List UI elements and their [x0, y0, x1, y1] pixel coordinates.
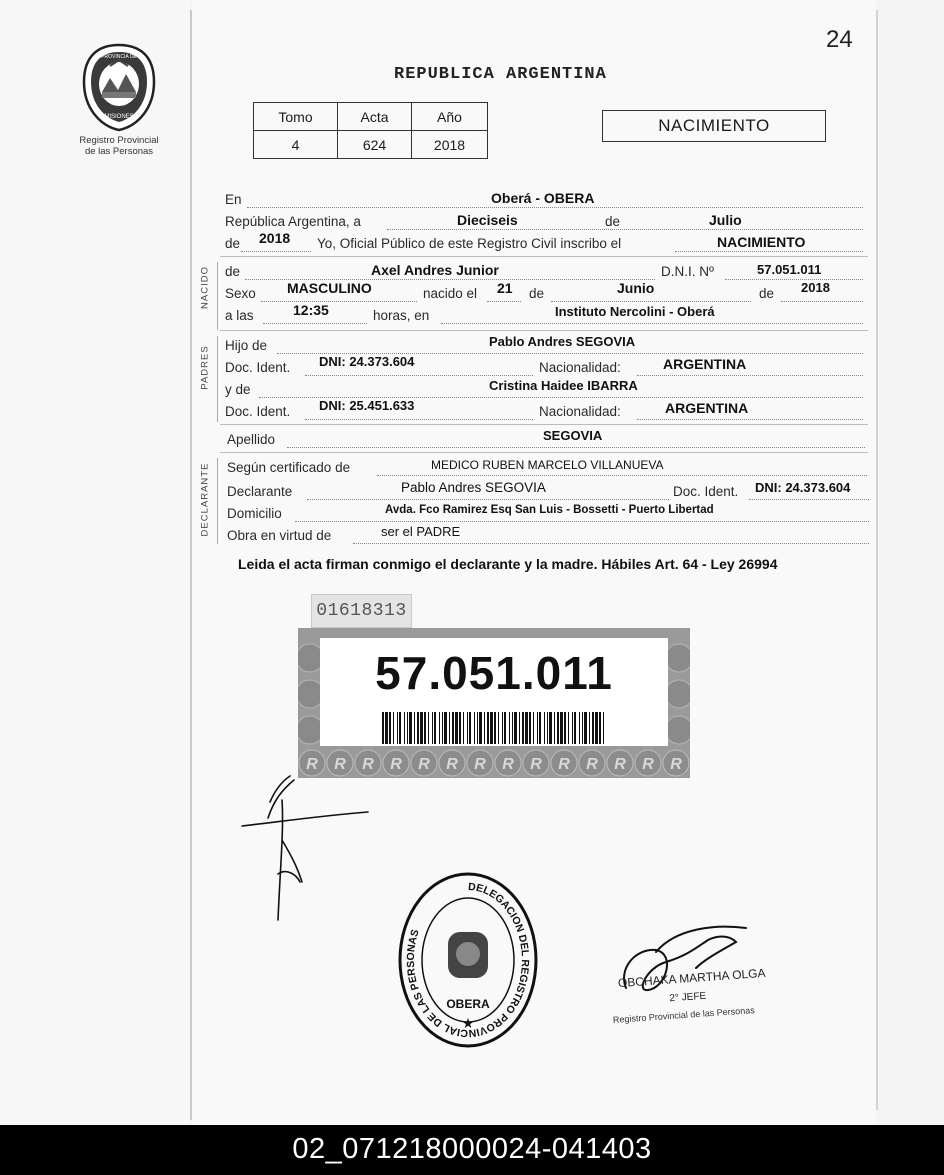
serial-number: 01618313: [311, 594, 412, 628]
father-doc-value: DNI: 24.373.604: [319, 354, 415, 369]
dotted-rule: [749, 499, 869, 500]
dni-sticker: [298, 628, 690, 778]
page-number: 24: [826, 26, 853, 53]
dni-label-panel: [320, 638, 668, 746]
svg-text:R: R: [306, 756, 318, 773]
registry-caption-line-2: de las Personas: [84, 146, 154, 157]
act-type-value: NACIMIENTO: [717, 234, 806, 250]
dotted-rule: [637, 375, 863, 376]
dotted-rule: [487, 301, 521, 302]
sexo-label: Sexo: [225, 286, 256, 301]
de-label: de: [225, 264, 241, 279]
mother-doc-value: DNI: 25.451.633: [319, 398, 415, 413]
place-value: Oberá - OBERA: [491, 190, 595, 206]
dotted-rule: [261, 301, 417, 302]
anio-header: Año: [412, 103, 488, 131]
section-divider: [220, 424, 868, 425]
svg-text:R: R: [334, 756, 346, 773]
section-bar: [217, 336, 218, 422]
padres-line-mother: [225, 380, 865, 400]
child-name-value: Axel Andres Junior: [371, 262, 499, 278]
intro-line-oficial: [225, 230, 865, 254]
republica-label: República Argentina, a: [225, 214, 361, 229]
section-bar: [217, 262, 218, 330]
dotted-rule: [305, 419, 533, 420]
dotted-rule: [387, 229, 863, 230]
de-label: de: [605, 214, 621, 229]
nacionalidad-label: Nacionalidad:: [539, 360, 621, 375]
doc-ident-label: Doc. Ident.: [225, 404, 291, 419]
dni-large-number: 57.051.011: [375, 647, 613, 699]
official-stamp-icon: [396, 870, 540, 1050]
de-label: de: [225, 236, 241, 251]
dotted-rule: [637, 419, 863, 420]
birth-place-value: Instituto Nercolini - Oberá: [555, 304, 715, 319]
footer-filename: 02_071218000024-041403: [292, 1133, 652, 1165]
anio-value: 2018: [412, 131, 488, 159]
nacido-section-label: NACIDO: [199, 266, 211, 309]
domicilio-value: Avda. Fco Ramirez Esq San Luis - Bossetti - Puerto Libertad: [385, 504, 714, 516]
cert-label: Según certificado de: [227, 460, 351, 475]
declarante-line-name: [225, 482, 871, 502]
official-name: OBCHAKA MARTHA OLGA: [617, 965, 766, 991]
mother-nationality-value: ARGENTINA: [665, 400, 749, 416]
padres-line-mother-doc: [225, 398, 865, 422]
stamp-city: OBERA: [446, 997, 490, 1011]
dotted-rule: [241, 251, 311, 252]
child-dni-value: 57.051.011: [757, 262, 822, 277]
sexo-value: MASCULINO: [287, 280, 372, 296]
dotted-rule: [307, 499, 669, 500]
dni-label: D.N.I. Nº: [661, 264, 714, 279]
registry-caption: [68, 135, 170, 157]
dotted-rule: [675, 251, 863, 252]
father-nationality-value: ARGENTINA: [663, 356, 747, 372]
left-margin: [0, 0, 190, 1125]
declarant-signature-icon: [238, 770, 378, 930]
nacido-line-sex: [225, 280, 865, 304]
svg-text:R: R: [586, 756, 598, 773]
dotted-rule: [305, 375, 533, 376]
nacido-el-label: nacido el: [423, 286, 478, 301]
intro-line-en: [225, 190, 865, 210]
volume-table: [253, 102, 488, 159]
declarante-value: Pablo Andres SEGOVIA: [401, 480, 546, 495]
stamp-star: ★: [461, 1015, 475, 1031]
obra-label: Obra en virtud de: [227, 528, 332, 543]
oficial-text: Yo, Oficial Público de este Registro Civil inscribo el: [317, 236, 622, 251]
birth-day-value: 21: [497, 280, 513, 296]
stamp-ring-text: DELEGACION DEL REGISTRO PROVINCIAL DE LAS PERSONAS: [404, 880, 532, 1040]
document-title: REPUBLICA ARGENTINA: [394, 65, 607, 84]
svg-text:R: R: [530, 756, 542, 773]
svg-text:R: R: [502, 756, 514, 773]
father-name-value: Pablo Andres SEGOVIA: [489, 334, 636, 349]
official-office: Registro Provincial de las Personas: [612, 1005, 756, 1025]
svg-text:R: R: [390, 756, 402, 773]
section-divider: [220, 330, 868, 331]
dotted-rule: [377, 475, 867, 476]
barcode-icon: [382, 712, 606, 744]
declarante-label: Declarante: [227, 484, 293, 499]
domicilio-label: Domicilio: [227, 506, 282, 521]
tomo-header: Tomo: [254, 103, 338, 131]
dotted-rule: [263, 323, 367, 324]
dotted-rule: [441, 323, 863, 324]
de-label: de: [529, 286, 545, 301]
mother-name-value: Cristina Haidee IBARRA: [489, 378, 638, 393]
section-bar: [217, 458, 218, 544]
svg-text:R: R: [558, 756, 570, 773]
declarante-section-label: DECLARANTE: [199, 462, 211, 537]
doc-ident-label: Doc. Ident.: [225, 360, 291, 375]
hijo-de-label: Hijo de: [225, 338, 268, 353]
nacido-line-time: [225, 302, 865, 326]
doc-ident-label: Doc. Ident.: [673, 484, 739, 499]
svg-text:R: R: [446, 756, 458, 773]
horas-label: horas, en: [373, 308, 430, 323]
padres-section-label: PADRES: [199, 345, 211, 390]
svg-text:R: R: [362, 756, 374, 773]
birth-time-value: 12:35: [293, 302, 329, 318]
registry-logo-icon: [80, 42, 158, 132]
day-text-value: Dieciseis: [457, 212, 518, 228]
obra-value: ser el PADRE: [381, 524, 461, 539]
official-signature-block: [596, 918, 786, 1028]
intro-line-date: [225, 212, 865, 232]
birth-year-value: 2018: [801, 280, 830, 295]
apellido-label: Apellido: [227, 432, 276, 447]
month-text-value: Julio: [709, 212, 742, 228]
dotted-rule: [353, 543, 869, 544]
nacido-line-name: [225, 262, 865, 282]
year-value: 2018: [259, 230, 291, 246]
registry-caption-line-1: Registro Provincial: [79, 135, 159, 146]
section-divider: [220, 256, 868, 257]
declarante-line-address: [225, 504, 871, 524]
svg-text:R: R: [670, 756, 682, 773]
dotted-rule: [295, 521, 869, 522]
dotted-rule: [781, 301, 863, 302]
act-type-box: NACIMIENTO: [602, 110, 826, 142]
de-label: de: [759, 286, 775, 301]
nacionalidad-label: Nacionalidad:: [539, 404, 621, 419]
svg-text:R: R: [474, 756, 486, 773]
padres-line-father-doc: [225, 354, 865, 378]
declarante-line-cert: [225, 458, 869, 478]
a-las-label: a las: [225, 308, 254, 323]
apellido-value: SEGOVIA: [543, 428, 603, 443]
logo-bottom-text: MISIONES: [104, 114, 134, 120]
tomo-value: 4: [254, 131, 338, 159]
svg-text:R: R: [642, 756, 654, 773]
official-role: 2° JEFE: [669, 990, 707, 1005]
birth-month-value: Junio: [617, 280, 655, 296]
acta-header: Acta: [338, 103, 412, 131]
dotted-rule: [725, 279, 863, 280]
padres-line-father: [225, 336, 865, 356]
svg-text:R: R: [418, 756, 430, 773]
acta-value: 624: [338, 131, 412, 159]
dotted-rule: [247, 207, 863, 208]
closing-statement: Leida el acta firman conmigo el declarante y la madre. Hábiles Art. 64 - Ley 26994: [238, 556, 778, 572]
sheet-edge: [876, 10, 878, 1110]
dotted-rule: [551, 301, 751, 302]
dotted-rule: [287, 447, 865, 448]
apellido-line: [225, 430, 867, 450]
fold-line: [190, 10, 192, 1120]
logo-top-text: PROVINCIA DE: [101, 54, 137, 60]
y-de-label: y de: [225, 382, 251, 397]
svg-text:R: R: [614, 756, 626, 773]
cert-value: MEDICO RUBEN MARCELO VILLANUEVA: [431, 458, 664, 472]
en-label: En: [225, 192, 242, 207]
declarante-doc-value: DNI: 24.373.604: [755, 480, 851, 495]
declarante-line-obra: [225, 526, 871, 546]
section-divider: [220, 452, 868, 453]
